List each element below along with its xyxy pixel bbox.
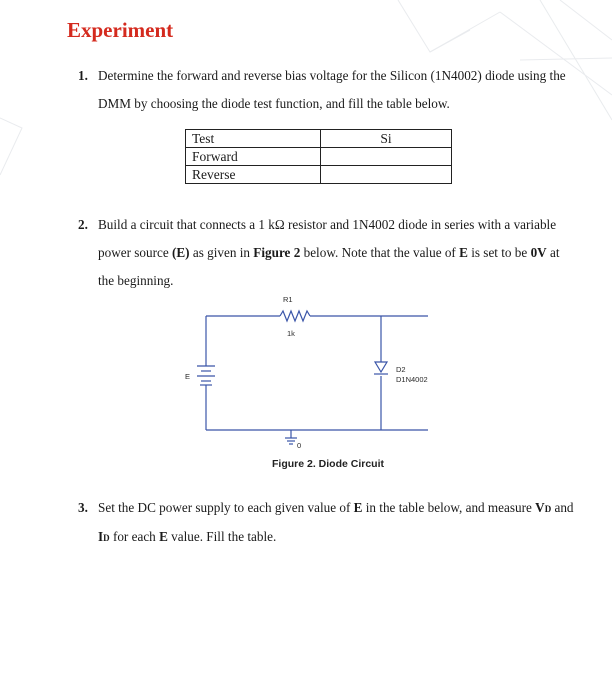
diode-symbol xyxy=(374,362,388,374)
table-header-row xyxy=(186,130,452,148)
row-label-reverse: Reverse xyxy=(186,166,321,184)
ground-label: 0 xyxy=(297,441,302,450)
diode-circuit-diagram xyxy=(170,288,450,478)
resistor-label: R1 xyxy=(283,295,293,304)
item-text: Build a circuit that connects a 1 kΩ resistor and 1N4002 diode in series with a variable power source (E) as given in Figure 2 below. Note that the value of E is set to be 0V at the beginning. xyxy=(98,217,560,288)
header-si: Si xyxy=(321,130,452,148)
instruction-3 xyxy=(78,494,578,552)
cell-forward-si[interactable] xyxy=(321,148,452,166)
resistor-value: 1k xyxy=(287,329,295,338)
item-text: Determine the forward and reverse bias voltage for the Silicon (1N4002) diode using the DMM by choosing the diode test function, and fill the table below. xyxy=(98,68,566,111)
table-row xyxy=(186,166,452,184)
header-test: Test xyxy=(186,130,321,148)
diode-test-table xyxy=(185,129,452,184)
item-number: 2. xyxy=(78,217,88,232)
table-row xyxy=(186,148,452,166)
instruction-2 xyxy=(78,211,568,295)
row-label-forward: Forward xyxy=(186,148,321,166)
cell-reverse-si[interactable] xyxy=(321,166,452,184)
diode-model: D1N4002 xyxy=(396,375,428,384)
instruction-1 xyxy=(78,62,568,118)
item-number: 3. xyxy=(78,500,88,515)
item-number: 1. xyxy=(78,68,88,83)
diode-label: D2 xyxy=(396,365,406,374)
battery-symbol xyxy=(197,366,215,385)
resistor-symbol xyxy=(280,311,310,321)
page-title: Experiment xyxy=(67,18,174,42)
item-text: Set the DC power supply to each given value of E in the table below, and measure VD and ID for each E value. Fill the table. xyxy=(98,500,574,544)
figure-caption: Figure 2. Diode Circuit xyxy=(272,458,385,470)
source-label: E xyxy=(185,372,191,381)
ground-symbol xyxy=(285,430,297,444)
